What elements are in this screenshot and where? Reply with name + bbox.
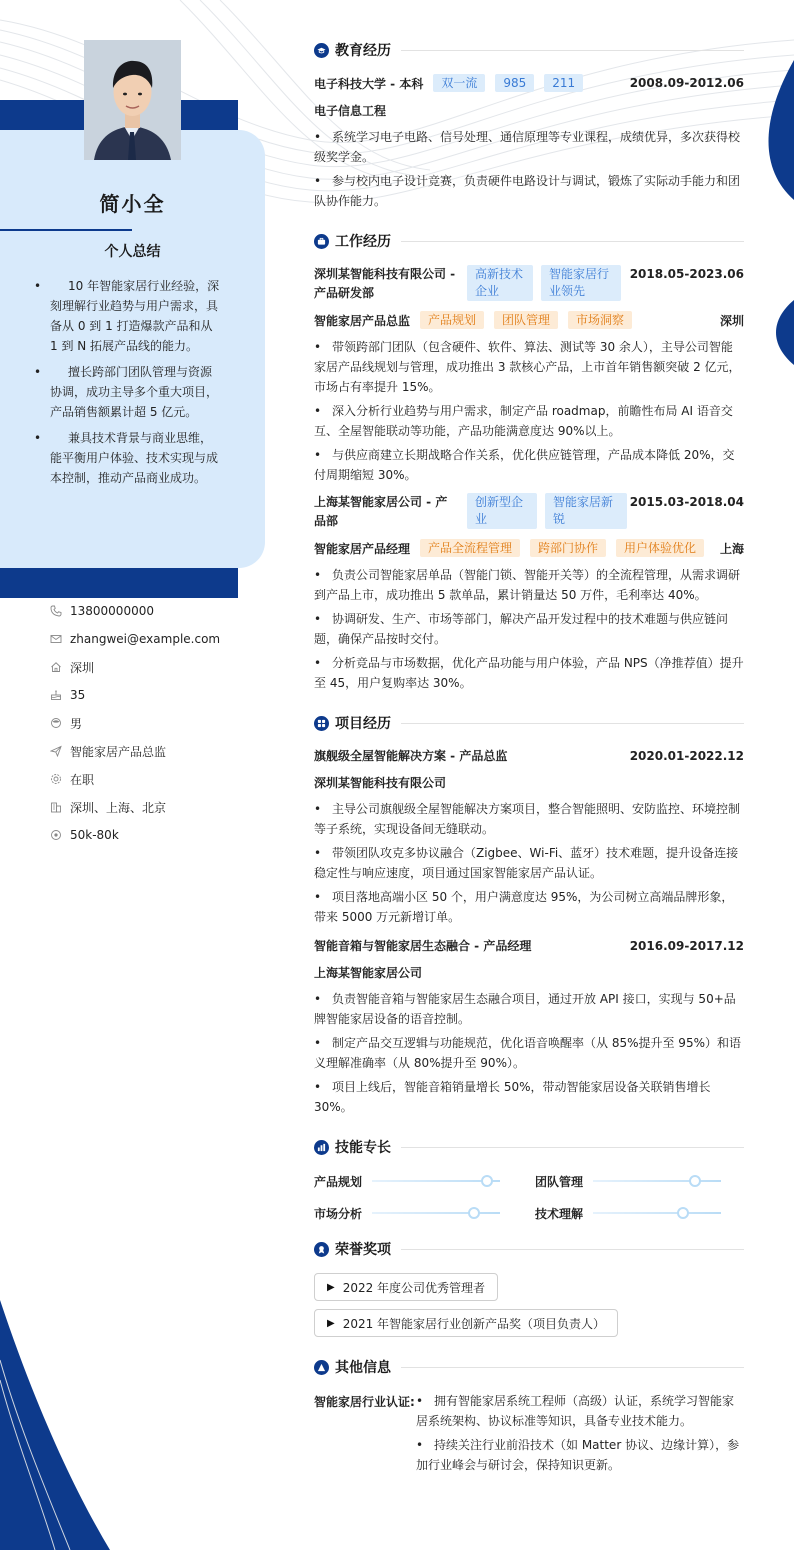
job-bullet: • 协调研发、生产、市场等部门，解决产品开发过程中的技术难题与供应链问题，确保产品按时交付。 xyxy=(314,609,744,649)
award-icon xyxy=(314,1242,329,1257)
job-date: 2018.05-2023.06 xyxy=(629,267,744,281)
project-bullet: • 项目落地高端小区 50 个，用户满意度达 95%，为公司树立高端品牌形象，带来 5000 万元新增订单。 xyxy=(314,887,744,927)
job-bullet: • 分析竞品与市场数据，优化产品功能与用户体验，产品 NPS（净推荐值）提升至 45，用户复购率达 30%。 xyxy=(314,653,744,693)
skill-bar xyxy=(593,1212,721,1214)
job-header xyxy=(314,493,744,531)
divider xyxy=(401,50,744,51)
job-role-row xyxy=(314,539,744,557)
other-bullets xyxy=(416,1391,744,1479)
phone-text: 13800000000 xyxy=(70,604,154,618)
job-role: 智能家居产品总监 xyxy=(314,313,411,328)
role-tag: 跨部门协作 xyxy=(530,539,606,557)
skill-knob xyxy=(689,1175,701,1187)
job-city: 上海 xyxy=(719,541,744,556)
skill-knob xyxy=(468,1207,480,1219)
company-tag: 智能家居行业领先 xyxy=(541,265,621,301)
job-header xyxy=(314,265,744,303)
job-role-row xyxy=(314,311,744,329)
status-icon xyxy=(50,773,62,785)
building-icon xyxy=(50,801,62,813)
project-name: 旗舰级全屋智能解决方案 - 产品总监 xyxy=(314,749,508,763)
phone-icon xyxy=(50,605,62,617)
divider xyxy=(401,241,744,242)
contact-cities xyxy=(50,793,260,821)
project-company: 深圳某智能科技有限公司 xyxy=(314,776,447,790)
skill-item xyxy=(314,1171,535,1191)
project-date: 2020.01-2022.12 xyxy=(629,748,744,763)
summary-item: • 擅长跨部门团队管理与资源协调，成功主导多个重大项目，产品销售额累计超 5 亿元。 xyxy=(50,362,220,422)
skill-name: 产品规划 xyxy=(314,1174,363,1189)
award-list xyxy=(314,1309,744,1337)
location-text: 深圳 xyxy=(70,660,95,675)
education-date: 2008.09-2012.06 xyxy=(629,76,744,90)
job-city: 深圳 xyxy=(719,313,744,328)
role-tag: 产品规划 xyxy=(420,311,484,329)
cities-text: 深圳、上海、北京 xyxy=(70,800,167,815)
gender-text: 男 xyxy=(70,716,83,731)
project-name: 智能音箱与智能家居生态融合 - 产品经理 xyxy=(314,939,532,953)
project-company: 上海某智能家居公司 xyxy=(314,966,423,980)
summary-item: • 兼具技术背景与商业思维，能平衡用户体验、技术实现与成本控制，推动产品商业成功。 xyxy=(50,428,220,488)
project-header xyxy=(314,747,744,764)
home-icon xyxy=(50,661,62,673)
divider xyxy=(401,1367,744,1368)
contact-phone xyxy=(50,597,260,625)
divider xyxy=(401,723,744,724)
job-role: 智能家居产品经理 xyxy=(314,541,411,556)
skill-item xyxy=(314,1203,535,1223)
job-company: 深圳某智能科技有限公司 - 产品研发部 xyxy=(314,267,456,300)
chart-icon xyxy=(314,1140,329,1155)
job-bullet: • 与供应商建立长期战略合作关系，优化供应链管理，产品成本降低 20%，交付周期缩短 30%。 xyxy=(314,445,744,485)
education-bullet: • 参与校内电子设计竞赛，负责硬件电路设计与调试，锻炼了实际动手能力和团队协作能力。 xyxy=(314,171,744,211)
triangle-icon: ▶ xyxy=(327,1317,335,1329)
contact-location xyxy=(50,653,260,681)
role-tag: 市场洞察 xyxy=(568,311,632,329)
award-list xyxy=(314,1273,744,1301)
project-bullet: • 负责智能音箱与智能家居生态融合项目，通过开放 API 接口，实现与 50+品牌智能家居设备的语音控制。 xyxy=(314,989,744,1029)
school-tag: 双一流 xyxy=(433,74,485,92)
awards-header xyxy=(314,1237,744,1261)
education-bullets xyxy=(314,127,744,211)
award-item xyxy=(314,1309,618,1337)
project-header xyxy=(314,937,744,954)
company-tag: 创新型企业 xyxy=(467,493,537,529)
info-icon xyxy=(314,1360,329,1375)
divider xyxy=(401,1249,744,1250)
grid-icon xyxy=(314,716,329,731)
company-tag: 智能家居新锐 xyxy=(545,493,627,529)
skill-item xyxy=(535,1171,744,1191)
name-underline xyxy=(0,229,132,231)
major-row xyxy=(314,102,744,119)
project-company-row xyxy=(314,774,744,791)
portrait-image xyxy=(84,40,181,160)
status-text: 在职 xyxy=(70,772,95,787)
skill-bar xyxy=(372,1212,500,1214)
project-bullet: • 带领团队攻克多协议融合（Zigbee、Wi-Fi、蓝牙）技术难题，提升设备连接稳定性与响应速度，项目通过国家智能家居产品认证。 xyxy=(314,843,744,883)
skill-name: 市场分析 xyxy=(314,1206,363,1221)
education-title: 教育经历 xyxy=(335,43,391,59)
project-bullet: • 项目上线后，智能音箱销量增长 50%，带动智能家居设备关联销售增长 30%。 xyxy=(314,1077,744,1117)
job-bullets xyxy=(314,565,744,693)
projects-title: 项目经历 xyxy=(335,716,391,732)
job-bullet: • 带领跨部门团队（包含硬件、软件、算法、测试等 30 余人），主导公司智能家居产品线规划与管理，成功推出 3 款核心产品，上市首年销售额突破 2 亿元，市场占有率提升 15%。 xyxy=(314,337,744,397)
skill-knob xyxy=(677,1207,689,1219)
job-company: 上海某智能家居公司 - 产品部 xyxy=(314,495,448,528)
work-header xyxy=(314,229,744,253)
other-row xyxy=(314,1391,744,1479)
main-content xyxy=(314,38,744,1479)
candidate-name: 简小全 xyxy=(99,192,166,216)
job-bullets xyxy=(314,337,744,485)
project-company-row xyxy=(314,964,744,981)
briefcase-icon xyxy=(314,234,329,249)
skills-title: 技能专长 xyxy=(335,1140,391,1156)
award-text: 2021 年智能家居行业创新产品奖（项目负责人） xyxy=(342,1316,606,1331)
summary-list xyxy=(50,276,220,494)
role-tag: 团队管理 xyxy=(494,311,558,329)
education-header xyxy=(314,38,744,62)
role-tag: 用户体验优化 xyxy=(616,539,704,557)
email-text: zhangwei@example.com xyxy=(70,632,221,646)
gender-icon xyxy=(50,717,62,729)
graduation-cap-icon xyxy=(314,43,329,58)
award-text: 2022 年度公司优秀管理者 xyxy=(342,1280,486,1295)
project-bullet: • 制定产品交互逻辑与功能规范，优化语音唤醒率（从 85%提升至 95%）和语义理解准确率（从 80%提升至 90%）。 xyxy=(314,1033,744,1073)
school-name: 电子科技大学 - 本科 xyxy=(314,76,424,91)
award-item xyxy=(314,1273,498,1301)
email-icon xyxy=(50,633,62,645)
job-bullet: • 深入分析行业趋势与用户需求，制定产品 roadmap，前瞻性布局 AI 语音交互、全屋智能联动等功能，产品功能满意度达 90%以上。 xyxy=(314,401,744,441)
school-tag: 211 xyxy=(544,74,583,92)
skill-grid xyxy=(314,1171,744,1223)
job-bullet: • 负责公司智能家居单品（智能门锁、智能开关等）的全流程管理，从需求调研到产品上市，成功推出 5 款单品，累计销量达 50 万件，毛利率达 40%。 xyxy=(314,565,744,605)
project-bullet: • 主导公司旗舰级全屋智能解决方案项目，整合智能照明、安防监控、环境控制等子系统，实现设备间无缝联动。 xyxy=(314,799,744,839)
education-row xyxy=(314,74,744,92)
other-bullet: • 拥有智能家居系统工程师（高级）认证，系统学习智能家居系统架构、协议标准等知识，具备专业技术能力。 xyxy=(416,1391,744,1431)
projects-header xyxy=(314,711,744,735)
contact-status xyxy=(50,765,260,793)
skill-bar xyxy=(372,1180,500,1182)
other-bullet: • 持续关注行业前沿技术（如 Matter 协议、边缘计算），参加行业峰会与研讨会，保持知识更新。 xyxy=(416,1435,744,1475)
skills-header xyxy=(314,1135,744,1159)
awards-title: 荣誉奖项 xyxy=(335,1242,391,1258)
skill-bar xyxy=(593,1180,721,1182)
role-tag: 产品全流程管理 xyxy=(420,539,520,557)
summary-title: 个人总结 xyxy=(104,244,161,260)
skill-name: 团队管理 xyxy=(535,1174,584,1189)
project-bullets xyxy=(314,989,744,1117)
skill-name: 技术理解 xyxy=(535,1206,584,1221)
age-text: 35 xyxy=(70,688,86,702)
contact-age xyxy=(50,681,260,709)
send-icon xyxy=(50,745,62,757)
divider xyxy=(401,1147,744,1148)
contact-position xyxy=(50,737,260,765)
avatar xyxy=(84,40,181,160)
other-header xyxy=(314,1355,744,1379)
project-date: 2016.09-2017.12 xyxy=(629,938,744,953)
triangle-icon: ▶ xyxy=(327,1281,335,1293)
company-tag: 高新技术企业 xyxy=(467,265,533,301)
age-icon xyxy=(50,689,62,701)
work-title: 工作经历 xyxy=(335,234,391,250)
job-date: 2015.03-2018.04 xyxy=(629,495,744,509)
skill-item xyxy=(535,1203,744,1223)
school-tag: 985 xyxy=(495,74,534,92)
salary-text: 50k-80k xyxy=(70,828,119,842)
contact-gender xyxy=(50,709,260,737)
summary-item: • 10 年智能家居行业经验，深刻理解行业趋势与用户需求，具备从 0 到 1 打造爆款产品和从 1 到 N 拓展产品线的能力。 xyxy=(50,276,220,356)
contact-list xyxy=(50,597,260,849)
project-bullets xyxy=(314,799,744,927)
contact-salary xyxy=(50,821,260,849)
major-name: 电子信息工程 xyxy=(314,104,387,118)
salary-icon xyxy=(50,829,62,841)
skill-knob xyxy=(481,1175,493,1187)
other-title: 其他信息 xyxy=(335,1360,391,1376)
contact-email xyxy=(50,625,260,653)
position-text: 智能家居产品总监 xyxy=(70,744,167,759)
certification-label: 智能家居行业认证: xyxy=(314,1395,415,1409)
education-bullet: • 系统学习电子电路、信号处理、通信原理等专业课程，成绩优异，多次获得校级奖学金。 xyxy=(314,127,744,167)
